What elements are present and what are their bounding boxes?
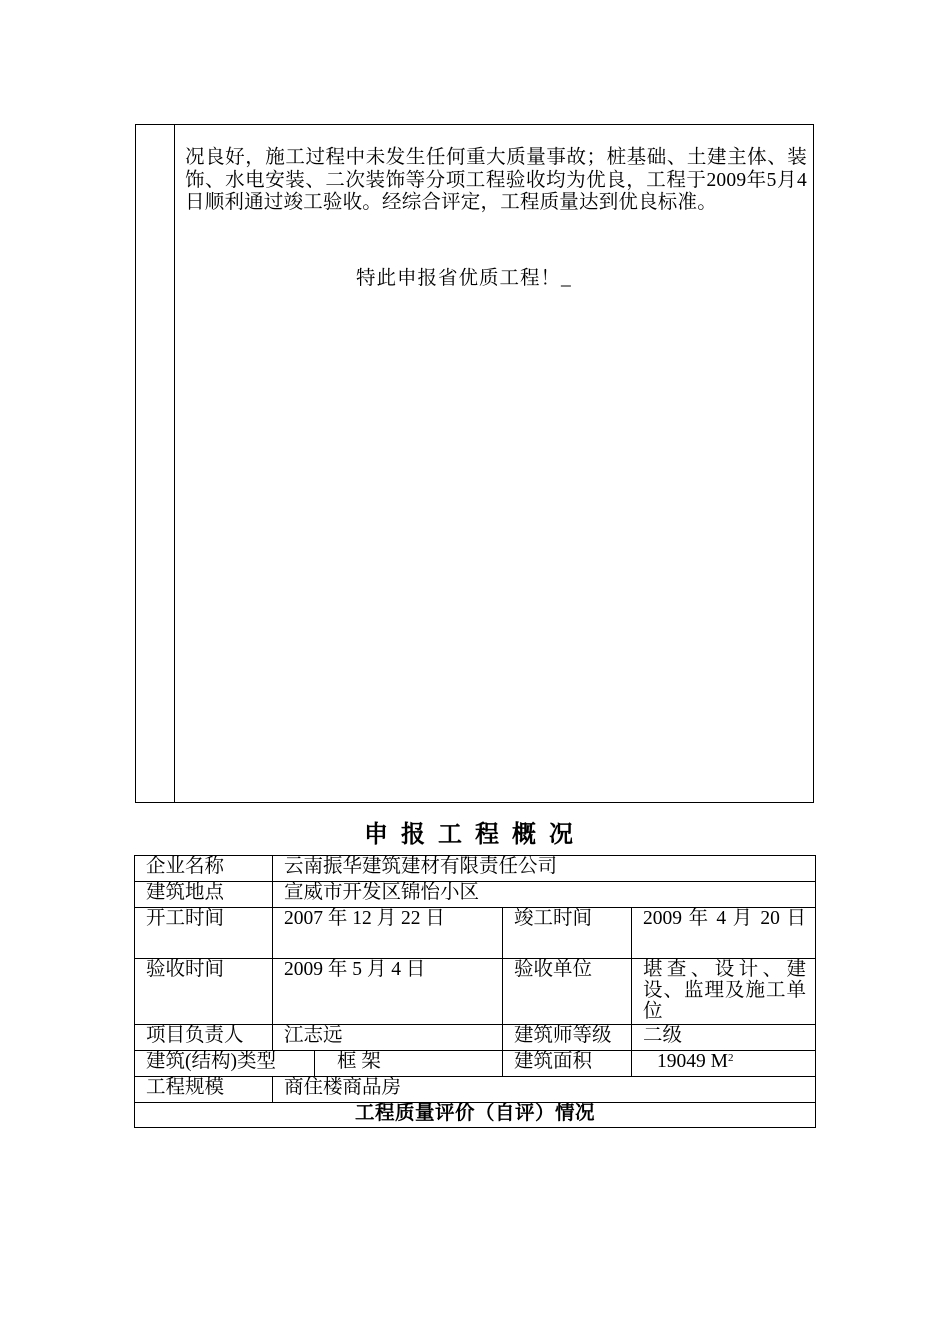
table-row bbox=[135, 1077, 816, 1103]
section-title: 申报工程概况 bbox=[364, 820, 586, 848]
acceptance-date-value: 2009 年 5 月 4 日 bbox=[273, 959, 503, 1025]
acceptance-date-label: 验收时间 bbox=[135, 959, 273, 1025]
structure-type-value: 框 架 bbox=[315, 1051, 503, 1077]
company-value: 云南振华建筑建材有限责任公司 bbox=[273, 856, 816, 882]
table-row bbox=[135, 1103, 816, 1128]
floor-area-value: 19049 M bbox=[657, 1051, 728, 1072]
declaration-paragraph: 况良好，施工过程中未发生任何重大质量事故；桩基础、土建主体、装饰、水电安装、二次装饰等分项工程验收均为优良，工程于2009年5月4日顺利通过竣工验收。经综合评定，工程质量达到优良标准。 bbox=[185, 147, 807, 213]
table-row bbox=[135, 908, 816, 959]
structure-type-label: 建筑(结构)类型 bbox=[135, 1051, 315, 1077]
acceptance-units-label: 验收单位 bbox=[503, 959, 632, 1025]
location-label: 建筑地点 bbox=[135, 882, 273, 908]
floor-area-unit-superscript: 2 bbox=[727, 1052, 734, 1064]
table-row bbox=[135, 959, 816, 1025]
evaluation-header: 工程质量评价（自评）情况 bbox=[135, 1103, 816, 1128]
declaration-text-box bbox=[135, 124, 814, 803]
table-row bbox=[135, 856, 816, 882]
completion-date-value: 2009 年 4 月 20 日 bbox=[632, 908, 816, 959]
floor-area-cell bbox=[632, 1051, 816, 1077]
architect-grade-label: 建筑师等级 bbox=[503, 1025, 632, 1051]
scale-label: 工程规模 bbox=[135, 1077, 273, 1103]
architect-grade-value: 二级 bbox=[632, 1025, 816, 1051]
table-row bbox=[135, 1025, 816, 1051]
project-lead-value: 江志远 bbox=[273, 1025, 503, 1051]
declaration-closing: 特此申报省优质工程！_ bbox=[356, 268, 572, 289]
floor-area-label: 建筑面积 bbox=[503, 1051, 632, 1077]
scale-value: 商住楼商品房 bbox=[273, 1077, 816, 1103]
acceptance-units-value: 堪查、设计、建设、监理及施工单位 bbox=[632, 959, 816, 1025]
company-label: 企业名称 bbox=[135, 856, 273, 882]
table-row bbox=[135, 882, 816, 908]
location-value: 宣威市开发区锦怡小区 bbox=[273, 882, 816, 908]
project-lead-label: 项目负责人 bbox=[135, 1025, 273, 1051]
project-overview-table bbox=[134, 855, 816, 1128]
left-label-column bbox=[136, 125, 175, 802]
start-date-value: 2007 年 12 月 22 日 bbox=[273, 908, 503, 959]
start-date-label: 开工时间 bbox=[135, 908, 273, 959]
table-row bbox=[135, 1051, 816, 1077]
completion-date-label: 竣工时间 bbox=[503, 908, 632, 959]
